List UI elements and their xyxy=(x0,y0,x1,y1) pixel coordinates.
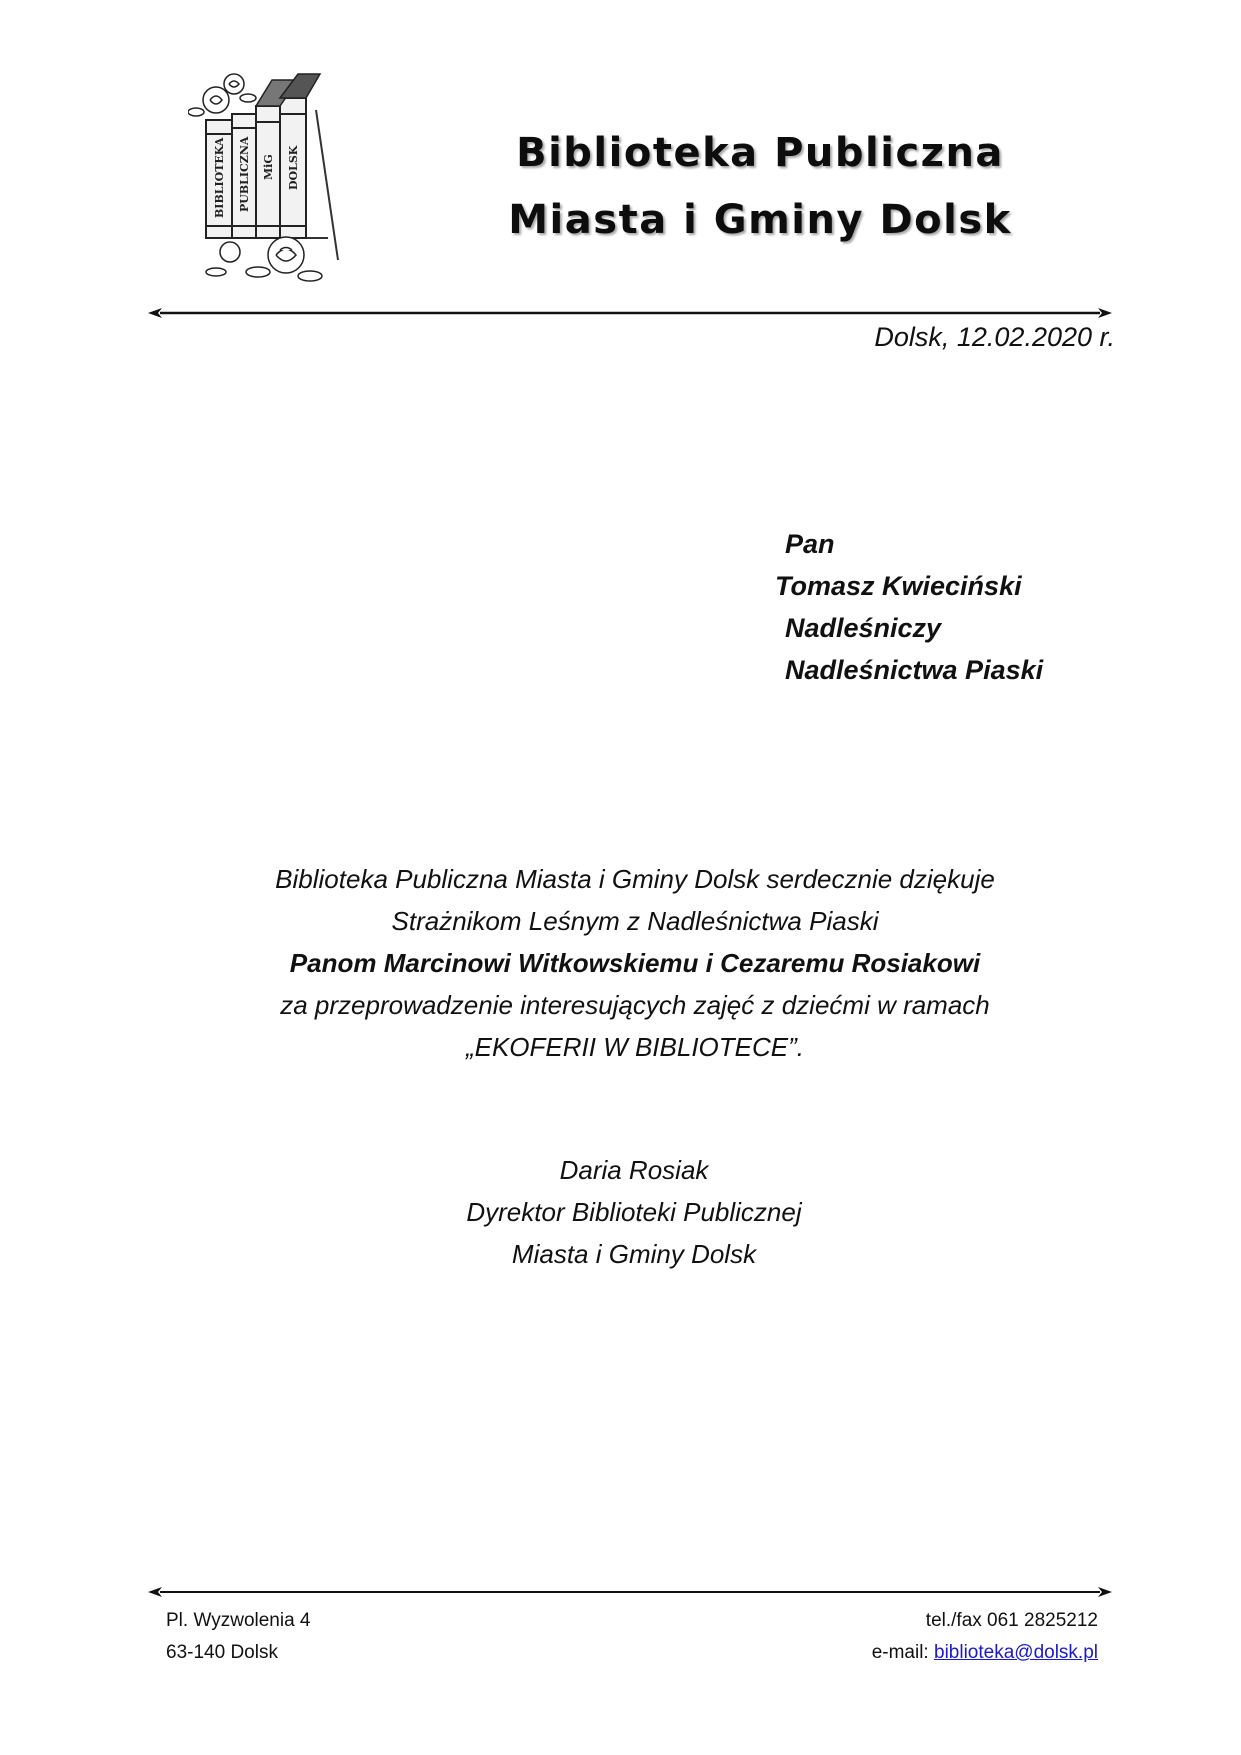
signature-organization: Miasta i Gminy Dolsk xyxy=(511,1239,757,1269)
footer-email xyxy=(872,1642,1098,1664)
signature-title: Dyrektor Biblioteki Publicznej xyxy=(466,1197,802,1227)
header-title-line-2: Miasta i Gminy Dolsk xyxy=(508,197,1012,243)
body-line: za przeprowadzenie interesujących zajęć z dziećmi w ramach xyxy=(280,990,990,1020)
footer-phone: tel./fax 061 2825212 xyxy=(925,1610,1098,1631)
body-line: Strażnikom Leśnym z Nadleśnictwa Piaski xyxy=(391,906,879,936)
letter-date: Dolsk, 12.02.2020 r. xyxy=(874,322,1115,352)
footer-email-label: e-mail: xyxy=(871,1642,934,1663)
signature-name: Daria Rosiak xyxy=(559,1155,709,1185)
recipient-name: Tomasz Kwieciński xyxy=(775,571,1022,601)
recipient-position: Nadleśniczy xyxy=(785,613,942,643)
logo-spine-1: BIBLIOTEKA xyxy=(213,137,226,218)
body-line-names: Panom Marcinowi Witkowskiemu i Cezaremu Rosiakowi xyxy=(289,948,981,978)
recipient-organization: Nadleśnictwa Piaski xyxy=(785,655,1044,685)
logo-spine-4: DOLSK xyxy=(287,145,300,190)
body-line: Biblioteka Publiczna Miasta i Gminy Dolsk serdecznie dziękuje xyxy=(275,864,995,894)
footer-address-city: 63-140 Dolsk xyxy=(166,1642,278,1663)
recipient-salutation: Pan xyxy=(785,529,835,559)
email-link[interactable]: biblioteka@dolsk.pl xyxy=(934,1642,1098,1663)
footer-address-street: Pl. Wyzwolenia 4 xyxy=(166,1610,311,1631)
body-line-event: „EKOFERII W BIBLIOTECE”. xyxy=(465,1032,805,1062)
library-logo xyxy=(188,50,348,290)
header-divider xyxy=(0,303,1241,323)
footer-divider xyxy=(0,1582,1241,1602)
logo-spine-2: PUBLICZNA xyxy=(238,136,251,212)
header-title-line-1: Biblioteka Publiczna xyxy=(516,130,1004,176)
logo-spine-3: MiG xyxy=(262,154,275,180)
